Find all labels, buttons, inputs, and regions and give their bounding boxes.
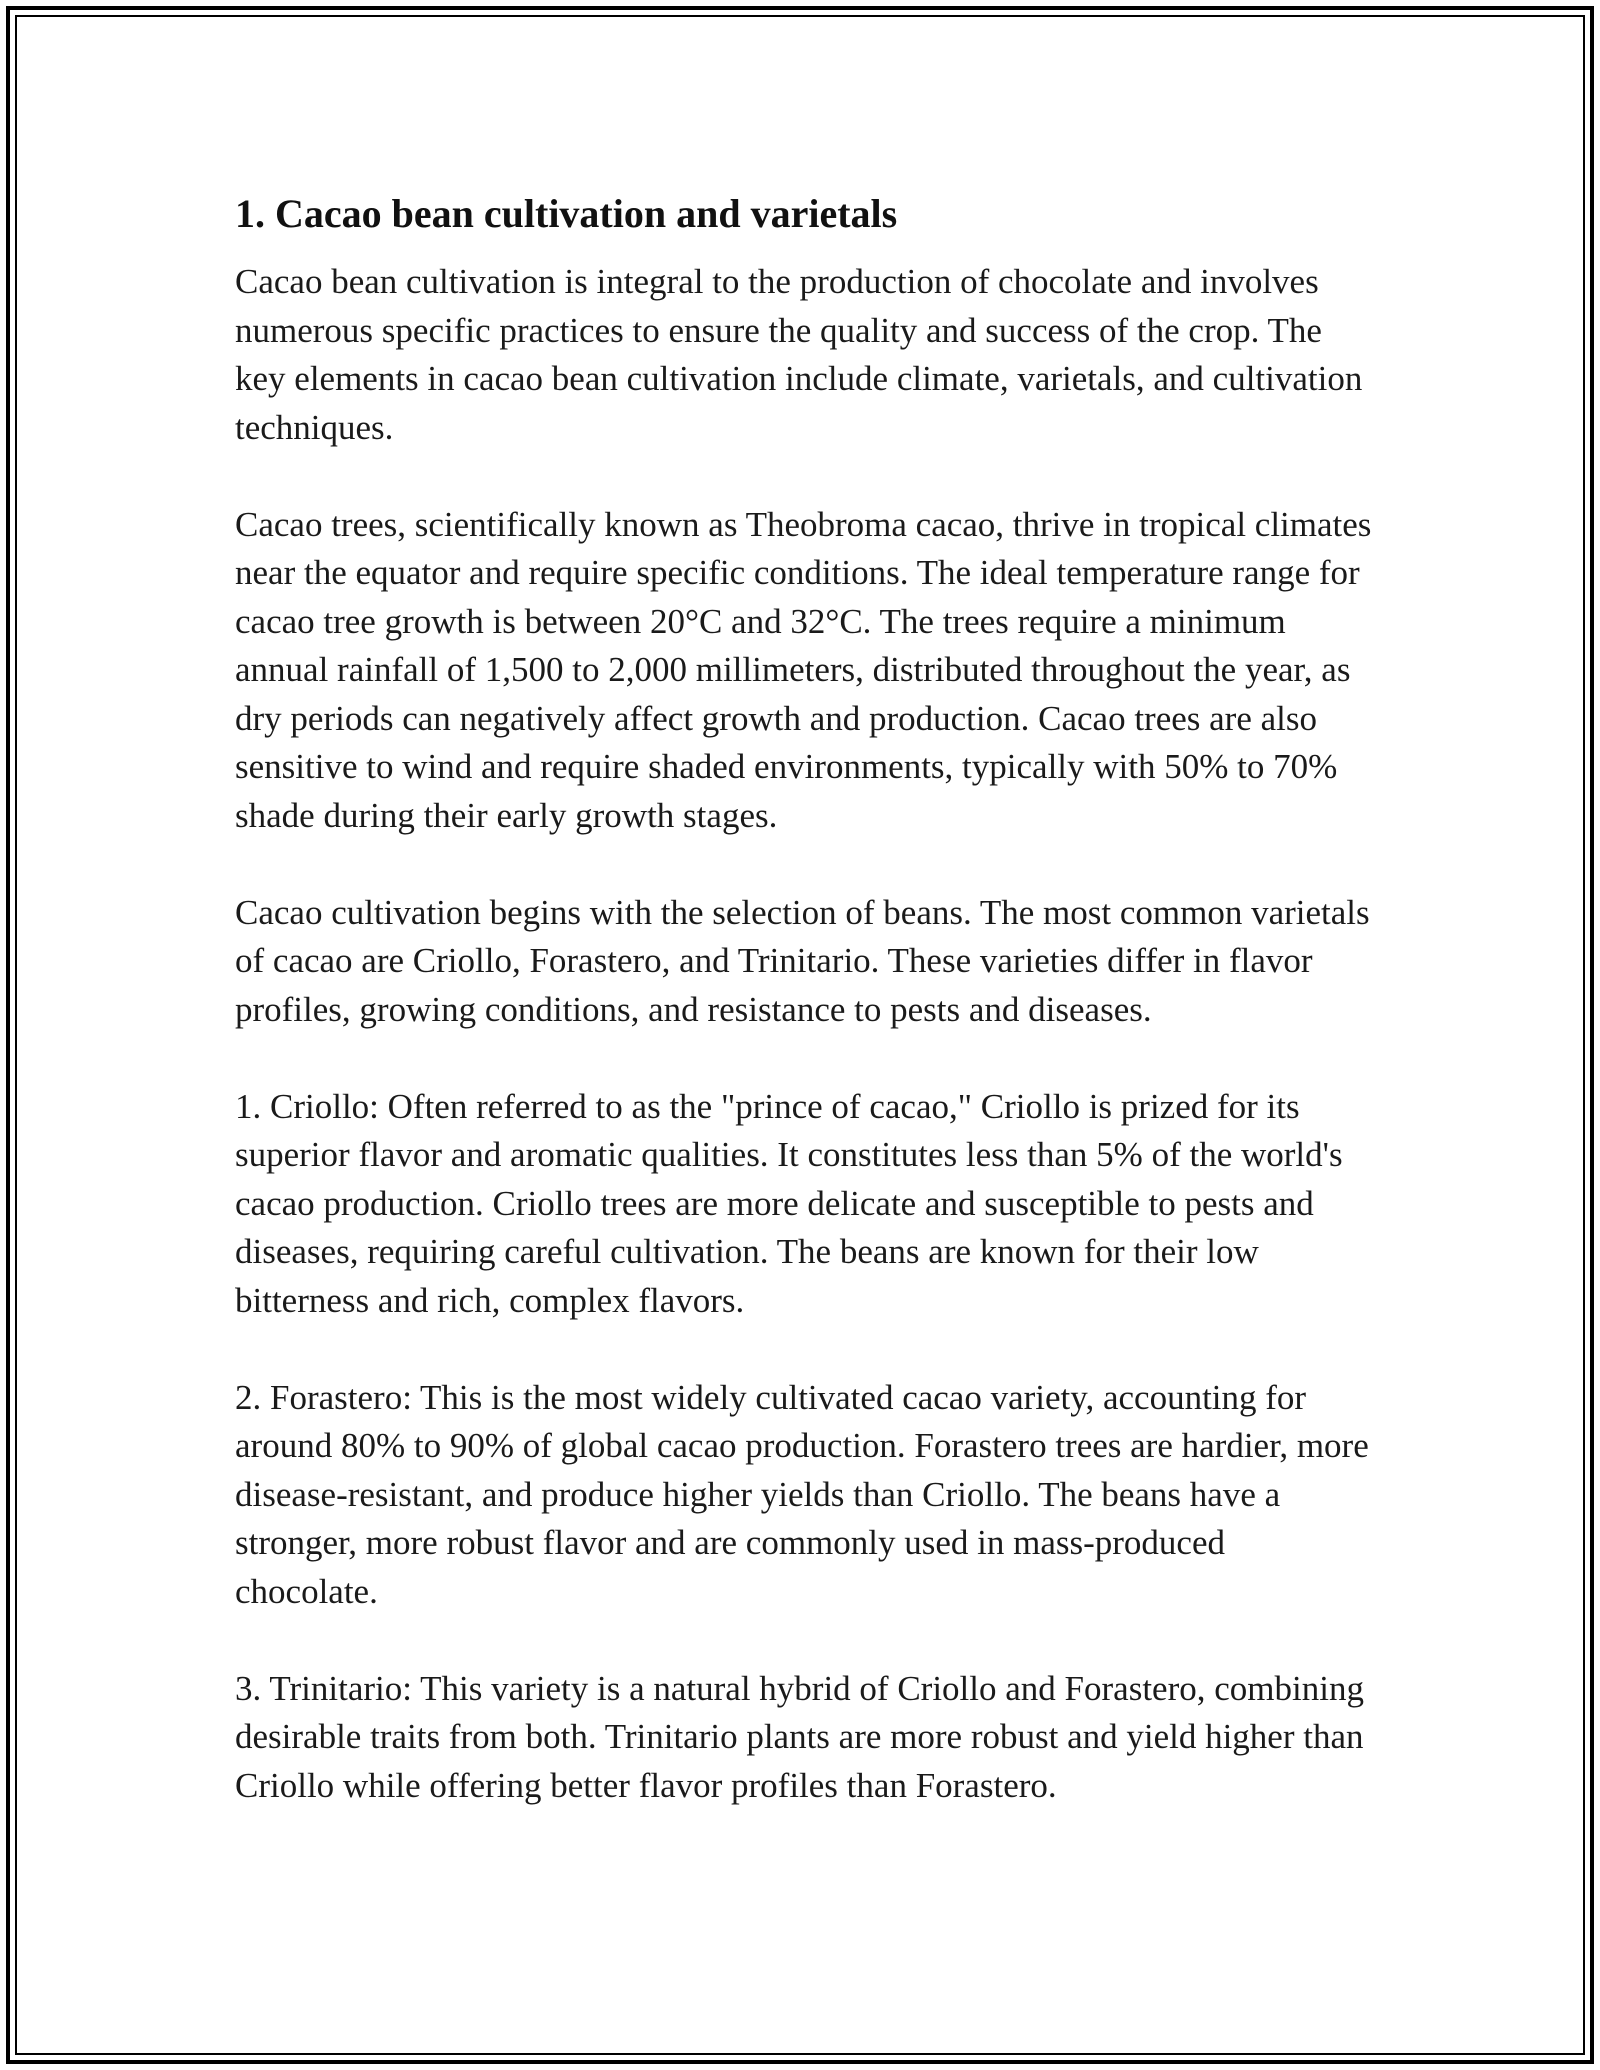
paragraph-forastero: 2. Forastero: This is the most widely cultivated cacao variety, accounting for around 80% to 90% of global cacao production. Forastero trees are hardier, more disease-resistant, and produce higher yields than Criollo. The beans have a stronger, more robust flavor and are commonly used in mass-produced chocolate. bbox=[235, 1377, 1369, 1611]
paragraph-intro: Cacao bean cultivation is integral to the production of chocolate and involves numerous specific practices to ensure the quality and success of the crop. The key elements in cacao bean cultivation include climate, varietals, and cultivation techniques. bbox=[235, 262, 1363, 447]
document-body bbox=[235, 190, 1375, 1859]
paragraph-trinitario: 3. Trinitario: This variety is a natural hybrid of Criollo and Forastero, combining desirable traits from both. Trinitario plants are more robust and yield higher than Criollo while offering better flavor profiles than Forastero. bbox=[235, 1668, 1364, 1805]
paragraph-varietals: Cacao cultivation begins with the selection of beans. The most common varietals of cacao are Criollo, Forastero, and Trinitario. These varieties differ in flavor profiles, growing conditions, and resistance to pests and diseases. bbox=[235, 892, 1370, 1029]
section-heading: 1. Cacao bean cultivation and varietals bbox=[235, 191, 898, 236]
paragraph-criollo: 1. Criollo: Often referred to as the "prince of cacao," Criollo is prized for its superior flavor and aromatic qualities. It constitutes less than 5% of the world's cacao production. Criollo trees are more delicate and susceptible to pests and diseases, requiring careful cultivation. The beans are known for their low bitterness and rich, complex flavors. bbox=[235, 1086, 1343, 1320]
paragraph-climate: Cacao trees, scientifically known as Theobroma cacao, thrive in tropical climates near the equator and require specific conditions. The ideal temperature range for cacao tree growth is between 20°C and 32°C. The trees require a minimum annual rainfall of 1,500 to 2,000 millimeters, distributed throughout the year, as dry periods can negatively affect growth and production. Cacao trees are also sensitive to wind and require shaded environments, typically with 50% to 70% shade during their early growth stages. bbox=[235, 504, 1372, 835]
